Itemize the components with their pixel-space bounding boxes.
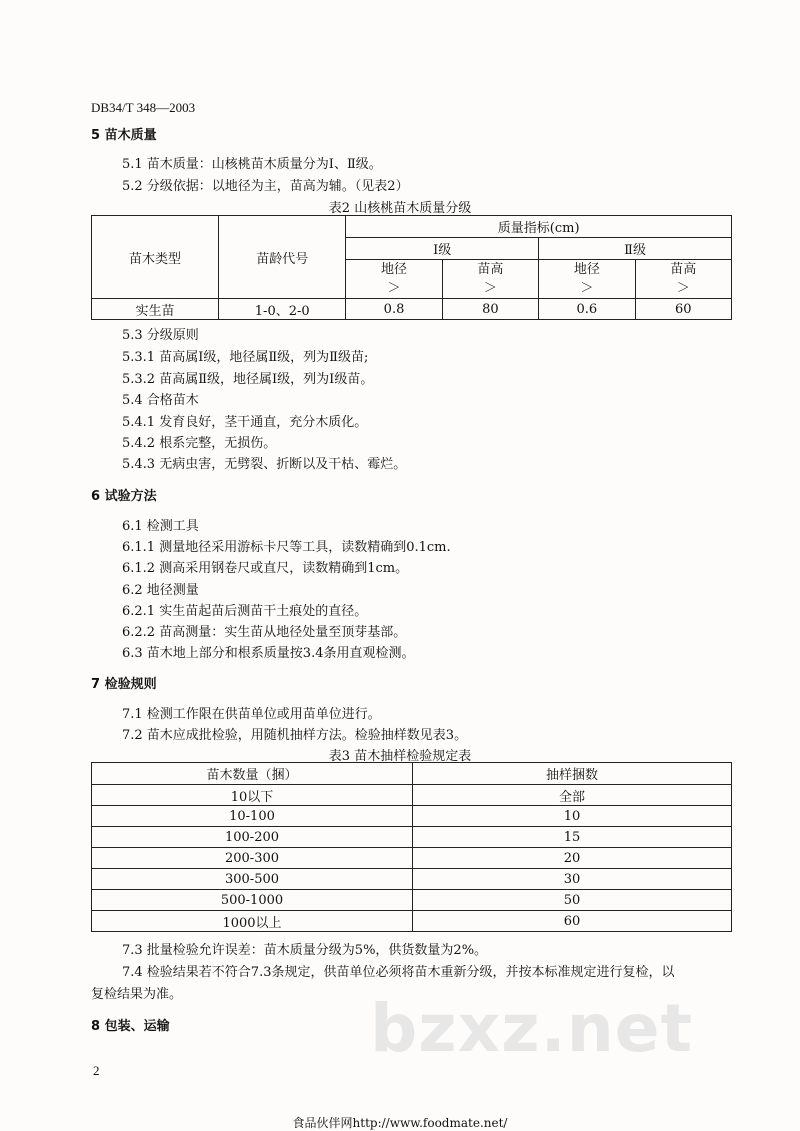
table-2-caption: 表2 山核桃苗木质量分级 — [328, 201, 472, 216]
paragraph-7-4: 7.4 检验结果若不符合7.3条规定，供苗单位必须将苗木重新分级，并按本标准规定进行复检，以 — [122, 965, 675, 980]
table-row — [92, 869, 732, 890]
cell-count: 10-100 — [92, 806, 413, 827]
page-number: 2 — [93, 1063, 100, 1078]
cell-sample: 10 — [413, 806, 732, 827]
cell-sample: 60 — [413, 911, 732, 932]
section-5-title: 5 苗木质量 — [91, 128, 157, 143]
paragraph-6-1-2: 6.1.2 测高采用钢卷尺或直尺，读数精确到1cm。 — [122, 561, 409, 576]
paragraph-6-2: 6.2 地径测量 — [122, 583, 199, 598]
cell-count: 300-500 — [92, 869, 413, 890]
header-quality-index: 质量指标(cm) — [346, 216, 732, 238]
watermark-text: bzxz.net — [370, 990, 694, 1067]
cell-count: 100-200 — [92, 827, 413, 848]
paragraph-5-4: 5.4 合格苗木 — [122, 393, 199, 408]
cell-g2-height: 60 — [635, 299, 731, 320]
cell-type: 实生苗 — [92, 299, 219, 320]
header-grade-1: Ⅰ级 — [346, 238, 539, 260]
paragraph-6-3: 6.3 苗木地上部分和根系质量按3.4条用直观检测。 — [122, 646, 415, 661]
section-8-title: 8 包装、运输 — [91, 1019, 170, 1034]
table-row — [92, 806, 732, 827]
table-3 — [91, 762, 732, 932]
cell-age: 1-0、2-0 — [219, 299, 346, 320]
section-7-title: 7 检验规则 — [91, 677, 157, 692]
cell-count: 10以下 — [92, 785, 413, 806]
cell-count: 200-300 — [92, 848, 413, 869]
header-grade1-diameter: 地径 ＞ — [346, 260, 442, 299]
paragraph-6-2-1: 6.2.1 实生苗起苗后测苗干土痕处的直径。 — [122, 604, 368, 619]
table-row — [92, 911, 732, 932]
table-row — [92, 827, 732, 848]
paragraph-7-1: 7.1 检测工作限在供苗单位或用苗单位进行。 — [122, 707, 381, 722]
paragraph-7-4-continued: 复检结果为准。 — [91, 987, 183, 1002]
paragraph-5-2: 5.2 分级依据：以地径为主，苗高为辅。（见表2） — [122, 179, 409, 194]
table-row — [92, 848, 732, 869]
paragraph-5-4-2: 5.4.2 根系完整，无损伤。 — [122, 436, 277, 451]
cell-sample: 20 — [413, 848, 732, 869]
table-2 — [91, 215, 732, 320]
paragraph-6-2-2: 6.2.2 苗高测量：实生苗从地径处量至顶芽基部。 — [122, 625, 407, 640]
table-3-caption: 表3 苗木抽样检验规定表 — [328, 749, 472, 764]
cell-sample: 50 — [413, 890, 732, 911]
table-row — [92, 890, 732, 911]
header-sample-count: 抽样捆数 — [413, 763, 732, 785]
paragraph-5-1: 5.1 苗木质量：山核桃苗木质量分为Ⅰ、Ⅱ级。 — [122, 157, 382, 172]
header-grade-2: Ⅱ级 — [539, 238, 732, 260]
cell-g2-diameter: 0.6 — [539, 299, 635, 320]
cell-sample: 15 — [413, 827, 732, 848]
paragraph-5-4-3: 5.4.3 无病虫害，无劈裂、折断以及干枯、霉烂。 — [122, 457, 407, 472]
paragraph-5-4-1: 5.4.1 发育良好，茎干通直，充分木质化。 — [122, 415, 368, 430]
header-grade2-height: 苗高 ＞ — [635, 260, 731, 299]
header-seedling-type: 苗木类型 — [92, 216, 219, 299]
header-grade1-height: 苗高 ＞ — [442, 260, 538, 299]
cell-sample: 全部 — [413, 785, 732, 806]
cell-count: 500-1000 — [92, 890, 413, 911]
paragraph-6-1-1: 6.1.1 测量地径采用游标卡尺等工具，读数精确到0.1cm. — [122, 540, 451, 555]
table-row — [92, 299, 732, 320]
paragraph-5-3-1: 5.3.1 苗高属Ⅰ级，地径属Ⅱ级，列为Ⅱ级苗; — [122, 350, 369, 365]
footer-source: 食品伙伴网http://www.foodmate.net/ — [292, 1116, 508, 1130]
cell-g1-diameter: 0.8 — [346, 299, 442, 320]
header-seedling-age: 苗龄代号 — [219, 216, 346, 299]
cell-g1-height: 80 — [442, 299, 538, 320]
section-6-title: 6 试验方法 — [91, 489, 157, 504]
cell-count: 1000以上 — [92, 911, 413, 932]
paragraph-7-3: 7.3 批量检验允许误差：苗木质量分级为5%，供货数量为2%。 — [122, 943, 488, 958]
header-seedling-count: 苗木数量（捆） — [92, 763, 413, 785]
paragraph-5-3: 5.3 分级原则 — [122, 328, 199, 343]
paragraph-6-1: 6.1 检测工具 — [122, 519, 199, 534]
header-grade2-diameter: 地径 ＞ — [539, 260, 635, 299]
cell-sample: 30 — [413, 869, 732, 890]
paragraph-5-3-2: 5.3.2 苗高属Ⅱ级，地径属Ⅰ级，列为Ⅰ级苗。 — [122, 372, 374, 387]
paragraph-7-2: 7.2 苗木应成批检验，用随机抽样方法。检验抽样数见表3。 — [122, 728, 468, 743]
document-code: DB34/T 348—2003 — [91, 100, 196, 115]
table-row — [92, 785, 732, 806]
